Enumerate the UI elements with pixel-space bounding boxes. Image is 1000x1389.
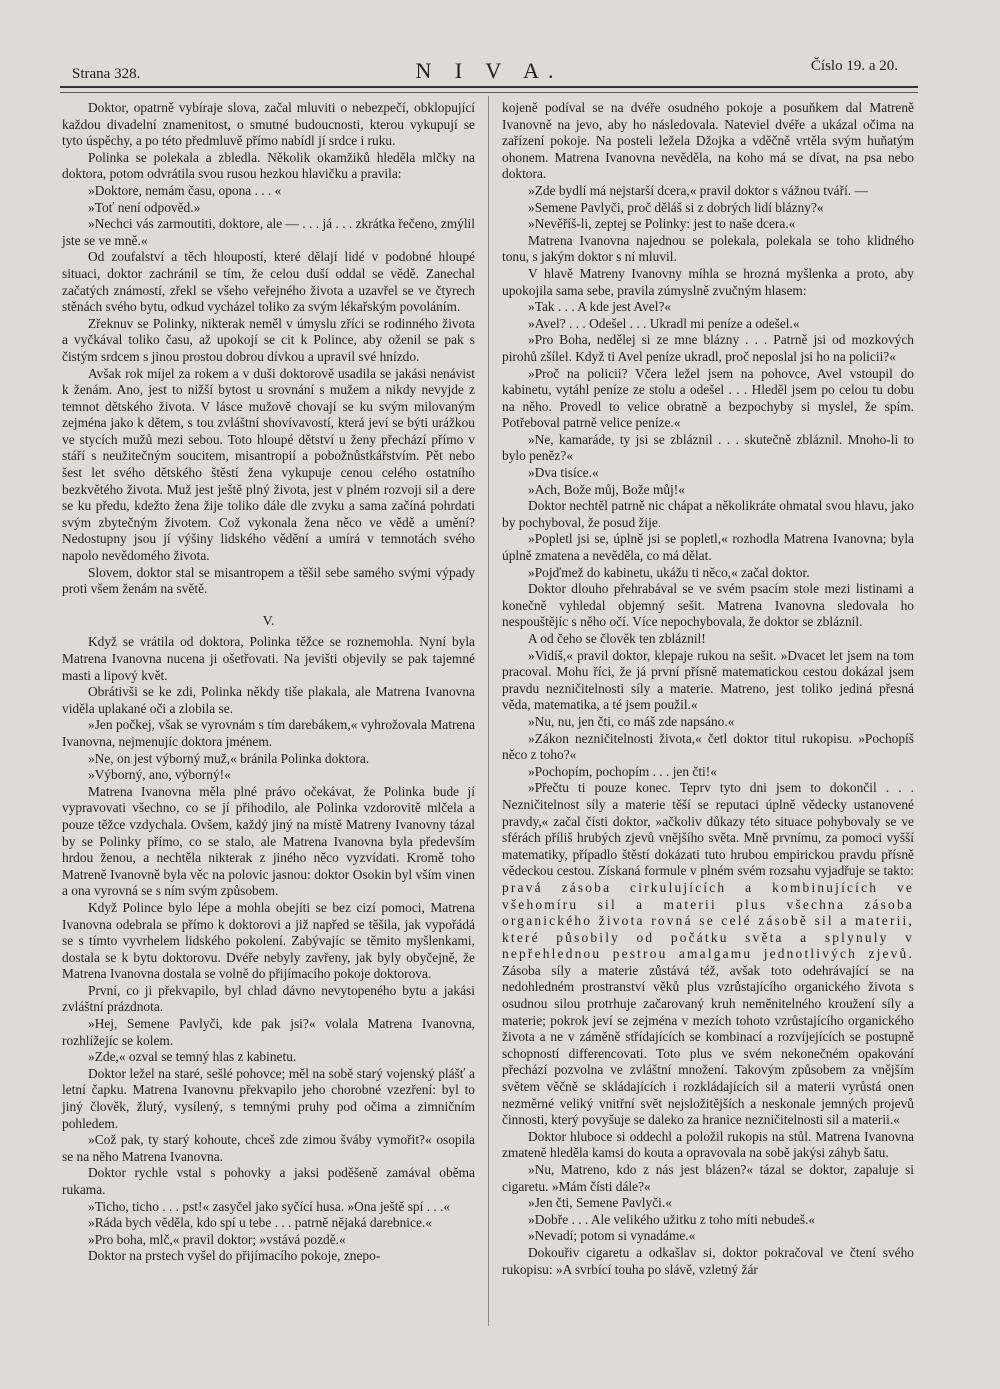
paragraph: »Jen počkej, však se vyrovnám s tím darebákem,« vyhrožovala Matrena Ivanovna, nejmenujíc doktora jménem. xyxy=(62,717,475,749)
paragraph: Obrátivši se ke zdi, Polinka někdy tiše plakala, ale Matrena Ivanovna viděla uplakané oči a zlobila se. xyxy=(62,684,475,716)
paragraph: »Avel? . . . Odešel . . . Ukradl mi peníze a odešel.« xyxy=(528,315,800,331)
paragraph: »Ne, kamaráde, ty jsi se zbláznil . . . skutečně zbláznil. Mnoho-li to bylo peněz?« xyxy=(502,431,914,464)
paragraph: »Nevěříš-li, zeptej se Polinky: jest to naše dcera.« xyxy=(528,216,796,232)
left-column xyxy=(62,100,475,1265)
paragraph: A od čeho se člověk ten zbláznil! xyxy=(528,631,706,646)
issue-number: Číslo 19. a 20. xyxy=(810,58,898,74)
paragraph: »Dobře . . . Ale velikého užitku z toho míti nebudeš.« xyxy=(528,1211,816,1227)
paragraph: Doktor na prstech vyšel do přijímacího pokoje, znepo- xyxy=(88,1248,381,1264)
paragraph: kojeně podíval se na dvéře osudného pokoje a posuňkem dal Matreně Ivanovně na jevo, aby ho následovala. Nateviel dvéře a ukázal očima na zařízení pokoje. Na posteli ležela Džojka a vděčně vrtěla svým huňatým ohonem. Matrena Ivanovna nevěděla, na koho má se dívat, na psa nebo doktora. xyxy=(502,100,914,182)
paragraph: Doktor dlouho přehrabával se ve svém psacím stole mezi listinami a konečně vyhledal objemný sešit. Matrena Ivanovna sledovala ho nespouštějíc s něho očí. Více nepochybovala, že doktor se zbláznil. xyxy=(502,581,914,630)
paragraph: »Nechci vás zarmoutiti, doktore, ale — . . . já . . . zkrátka řečeno, zmýlil jste se ve mně.« xyxy=(62,216,475,248)
paragraph: »Toť není odpověd.» xyxy=(88,199,201,215)
paragraph: Matrena Ivanovna měla plné právo očekávat, že Polinka bude jí vypravovati všechno, co se jí přihodilo, ale Polinka vzdorovitě mlčela a pouze těžce vzdychala. Ovšem, každý jiný na místě Matreny Ivanovny tázal by se Polinky přímo, co se stalo, ale Matrena Ivanovna byla především hrdou ženou, a nechtěla nikterak z jiného něco vyzvídati. Kromě toho Matreně Ivanovně byla věc na polovic jasnou: doktor Osokin byl vším vinen a ona vyrovná se s ním svým způsobem. xyxy=(62,783,475,899)
page-number: Strana 328. xyxy=(72,66,141,82)
journal-title: N I V A. xyxy=(415,58,563,83)
header-rule-thin xyxy=(60,92,918,93)
paragraph: »Ráda bych věděla, kdo spí u tebe . . . patrně nějaká darebnice.« xyxy=(88,1215,432,1231)
paragraph: »Proč na policii? Včera ležel jsem na pohovce, Avel vstoupil do kabinetu, vytáhl peníze ze stolu a odešel . . . Hleděl jsem po celou tu dobu na něho. Provedl to velice obratně a bezpochyby si myslel, že spím. Potřeboval patrně velice peníze.« xyxy=(502,365,914,431)
paragraph: »Zákon nezničitelnosti života,« četl doktor titul rukopisu. »Pochopíš něco z toho?« xyxy=(502,730,914,763)
right-column xyxy=(502,100,914,1278)
paragraph: Když se vrátila od doktora, Polinka těžce se roznemohla. Nyní byla Matrena Ivanovna nucena ji ošetřovati. Na jevišti objevily se pak tajemné masti a lipový květ. xyxy=(62,634,475,683)
paragraph: »Nevadí; potom si vynadáme.« xyxy=(528,1228,696,1244)
paragraph: Matrena Ivanovna najednou se polekala, polekala se toho klidného tonu, s jakým doktor s ní mluvil. xyxy=(502,232,914,265)
column-divider xyxy=(488,96,489,1326)
paragraph: »Ne, on jest výborný muž,« bránila Polinka doktora. xyxy=(88,750,370,766)
header-rule xyxy=(60,86,918,88)
paragraph: Slovem, doktor stal se misantropem a těšil sebe samého svými výpady proti všem ženám na světě. xyxy=(62,564,475,597)
paragraph: »Nu, nu, jen čti, co máš zde napsáno.« xyxy=(528,713,735,729)
paragraph: Avšak rok míjel za rokem a v duši doktorově usadila se jakási nenávist k ženám. Ano, jest to nižší bytost u srovnání s mužem a nikdy nevyjde z temnot dětského života. V lásce mužově chovají se ku svým milovaným zejména jako k dětem, s tou zvláštní shovívavostí, která jeví se býti urážkou ve stycích mužů mezi sebou. Toto hloupé dětství u ženy přechází přímo v stáří s neužitečným soucitem, misantropií a pobožnůstkářstvím. Pět nebo šest let svého dětského štěstí žena vykupuje cenou celého ostatního bezkvětého života. Muž jest ještě plný života, jest v plném rozvoji sil a dere se ku předu, kdežto žena žije toliko dále dle zvyku a sama začíná pohrdati svým zbytečným životem. Což vykonala žena něco ve vědě a umění? Nedostupny jsou jí výšiny lidského vědění a umírá v temnotách svého napolo nevědomého života. xyxy=(62,365,475,564)
paragraph: »Jen čti, Semene Pavlyči.« xyxy=(528,1195,672,1211)
page-header xyxy=(60,56,918,86)
paragraph: »Vidíš,« pravil doktor, klepaje rukou na sešit. »Dvacet let jsem na tom pracoval. Mohu říci, že já první přísně matematickou cestou dokázal jsem pravdu nezničitelnosti síly a materie. Matreno, jest toliko jediná přesná věda, matematika, a té jsem použil.« xyxy=(502,647,914,713)
paragraph: Doktor rychle vstal s pohovky a jaksi poděšeně zamával oběma rukama. xyxy=(62,1165,475,1197)
paragraph: V hlavě Matreny Ivanovny míhla se hrozná myšlenka a proto, aby upokojila sama sebe, pravila zúmyslně zvučným hlasem: xyxy=(502,265,914,298)
paragraph: »Nu, Matreno, kdo z nás jest blázen?« tázal se doktor, zapaluje si cigaretu. »Mám čísti dále?« xyxy=(502,1162,914,1194)
paragraph: »Ticho, ticho . . . pst!« zasyčel jako syčící husa. »Ona ještě spí . . .« xyxy=(88,1198,451,1214)
paragraph: »Pochopím, pochopím . . . jen čti!« xyxy=(528,763,717,779)
paragraph: Doktor, opatrně vybíraje slova, začal mluviti o nebezpečí, obklopující každou divadelní znamenitost, o smutné budoucnosti, kterou vykupují se tyto úspěchy, a po této předmluvě přímo nabídl jí srdce i ruku. xyxy=(62,100,475,149)
paragraph: »Zde bydlí má nejstarší dcera,« pravil doktor s vážnou tváří. — xyxy=(528,182,868,198)
paragraph: Dokouřiv cigaretu a odkašlav si, doktor pokračoval ve čtení svého rukopisu: »A svrbící touha po slávě, vzletný žár xyxy=(502,1244,914,1277)
paragraph: »Doktore, nemám času, opona . . . « xyxy=(88,182,282,198)
paragraph: »Což pak, ty starý kohoute, chceš zde zimou šváby vymořit?« osopila se na něho Matrena Ivanovna. xyxy=(62,1132,475,1164)
paragraph: »Zde,« ozval se temný hlas z kabinetu. xyxy=(88,1049,297,1065)
paragraph: »Hej, Semene Pavlyči, kde pak jsi?« volala Matrena Ivanovna, rozhlížejíc se kolem. xyxy=(62,1016,475,1048)
paragraph: »Tak . . . A kde jest Avel?« xyxy=(528,299,672,315)
formula-spaced-text: pravá zásoba cirkulujících a kombinujících ve všehomíru sil a materii plus všechna zásoba organického života rovná se celé zásobě sil a materii, které působily od počátku světa a splynuly v nepřehlednou pestrou amalgamu jednotlivých zjevů. xyxy=(502,879,914,962)
paragraph: Doktor hluboce si oddechl a položil rukopis na stůl. Matrena Ivanovna zmateně hleděla kamsi do kouta a opravovala na sobě jakýsi záhyb šatu. xyxy=(502,1128,914,1161)
section-heading: V. xyxy=(262,613,275,629)
paragraph: »Pro boha, mlč,« pravil doktor; »vstává pozdě.« xyxy=(88,1231,346,1247)
paragraph: »Pojďmež do kabinetu, ukážu ti něco,« začal doktor. xyxy=(528,564,810,580)
paragraph: »Ach, Bože můj, Bože můj!« xyxy=(528,481,685,497)
paragraph: »Semene Pavlyči, proč děláš si z dobrých lidí blázny?« xyxy=(528,199,824,215)
paragraph: »Výborný, ano, výborný!« xyxy=(88,767,231,783)
formula-intro: »Přečtu ti pouze konec. Teprv tyto dni jsem to dokončil . . . Nezničitelnost síly a materie těší se reputaci úplně vědecky ustanovené pravdy,« začal čísti doktor, »ačkoliv důkazy této situace pohybovaly se ve sférách příliš hrubých zjevů vnějšího světa. Mně prvnímu, za pomoci vyšší matematiky, případlo štěstí dokázati tuto hrubou empirickou pravdu přísně vědeckou cestou. Získaná formule v plném svém rozsahu vyjadřuje se takto: xyxy=(502,780,914,879)
formula-paragraph xyxy=(502,780,914,1128)
paragraph: Od zoufalství a těch hloupostí, které dělají lidé v podobné hloupé situaci, doktor zachránil se tím, že celou duší oddal se vědě. Zanechal začatých známostí, zřekl se všeho veřejného života a uzavřel se ve čtyrech stěnách svého bytu, odkud vycházel toliko za svým lékařským povoláním. xyxy=(62,249,475,315)
paragraph: Doktor nechtěl patrně nic chápat a několikráte ohmatal svou hlavu, jako by pochyboval, že posud žije. xyxy=(502,498,914,530)
formula-tail: Zásoba síly a materie zůstává též, avšak toto odehrávající se na nedohledném prostranství věků plus vzrůstajícího organického života s osudnou silou protrhuje začarovaný kruh neměnitelného kroužení síly a materie; pokrok jeví se zejména v mezích tohoto vzrůstajícího organického života a ne v záměně střídajících se kombinací a rozvíjejících se postupně schopností differencovati. Toto plus ve svém nekonečném opakování přechází pozvolna ve zvláštní množení. Takovým způsobem za vnějším světem věčně se skládajících i rozkládajících sil a materii vyrůstá onen nezměrné veliký vnitřní svět nejsložitějších a neskonale jemných projevů činnosti, který povyšuje se daleko za hranice nezničitelnosti sil a materii.« xyxy=(502,962,914,1128)
paragraph: Doktor ležel na staré, sešlé pohovce; měl na sobě starý vojenský plášť a letní čapku. Matrena Ivanovnu překvapilo jeho chorobné vzezření: byl to jiný člověk, žlutý, vysílený, s temnými pruhy pod očima a zimničním pohledem. xyxy=(62,1065,475,1131)
paragraph: Polinka se polekala a zbledla. Několik okamžiků hleděla mlčky na doktora, potom odvrátila svou rusou hezkou hlavičku a pravila: xyxy=(62,149,475,182)
paragraph: »Popletl jsi se, úplně jsi se popletl,« rozhodla Matrena Ivanovna; byla úplně zmatena a nevěděla, co má dělat. xyxy=(502,531,914,564)
paragraph: Když Polince bylo lépe a mohla obejíti se bez cizí pomoci, Matrena Ivanovna odebrala se přímo k doktorovi a již napřed se těšila, jak vypořádá se s tímto vyvrhelem lidského pokolení. Zabývajíc se těmito myšlenkami, dostala se k bytu doktorovu. Dvéře nebyly zavřeny, jak byly obyčejně, že Matrena Ivanovna dostala se volně do přijímacího pokoje doktorova. xyxy=(62,899,475,982)
paragraph: »Pro Boha, nedělej si ze mne blázny . . . Patrně jsi od mozkových pirohů zšílel. Když ti Avel peníze ukradl, proč neposlal jsi ho na policii?« xyxy=(502,332,914,364)
paragraph: Zřeknuv se Polinky, nikterak neměl v úmyslu zříci se rodinného života a vyčkával toliko času, až upokojí se cit k Polince, aby oženil se pak s čistým srdcem s jinou prostou dobrou dívkou a upravil své hnízdo. xyxy=(62,315,475,364)
paragraph: »Dva tisíce.« xyxy=(528,465,599,481)
paragraph: První, co ji překvapilo, byl chlad dávno nevytopeného bytu a jakási zvláštní prázdnota. xyxy=(62,982,475,1015)
